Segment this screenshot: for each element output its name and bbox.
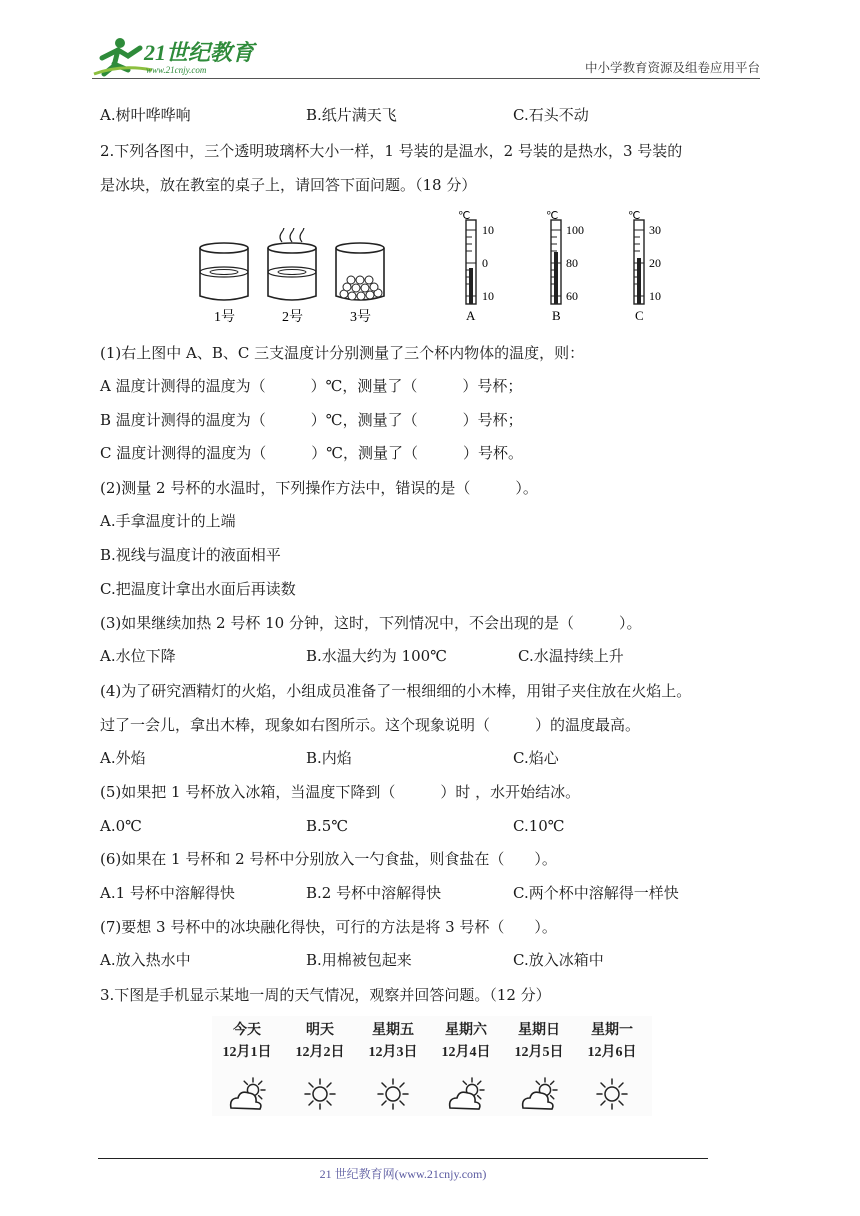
q2-sub3-option-a: A.水位下降 — [100, 647, 176, 665]
svg-text:30: 30 — [649, 223, 661, 237]
q2-sub5-option-a: A.0℃ — [100, 817, 142, 835]
q2-sub1-a: A 温度计测得的温度为（ ）℃，测量了（ ）号杯； — [100, 377, 523, 395]
q2-sub1-b: B 温度计测得的温度为（ ）℃，测量了（ ）号杯； — [100, 411, 523, 429]
partly-cloudy-icon — [450, 1078, 484, 1109]
sun-icon — [597, 1079, 627, 1109]
weather-date-2: 12月2日 — [295, 1045, 345, 1060]
svg-text:℃: ℃ — [546, 210, 559, 222]
weather-date-5: 12月5日 — [514, 1045, 564, 1060]
svg-text:100: 100 — [566, 223, 584, 237]
thermometer-b-label: B — [552, 308, 561, 323]
svg-text:10: 10 — [482, 223, 494, 237]
thermometer-c — [628, 210, 661, 323]
q2-sub4-option-a: A.外焰 — [100, 749, 146, 767]
weather-day-4: 星期六 — [445, 1023, 487, 1038]
q2-stem-line2: 是冰块，放在教室的桌子上，请回答下面问题。（18 分） — [100, 176, 477, 194]
cup-1-label: 1号 — [214, 310, 235, 325]
svg-text:10: 10 — [482, 289, 494, 303]
weather-day-1: 今天 — [233, 1023, 261, 1038]
q2-sub3: (3)如果继续加热 2 号杯 10 分钟，这时，下列情况中，不会出现的是（ ）。 — [100, 614, 642, 632]
weather-date-3: 12月3日 — [368, 1045, 418, 1060]
sun-icon — [305, 1079, 335, 1109]
q2-sub6-option-b: B.2 号杯中溶解得快 — [306, 884, 442, 902]
q2-sub5-option-c: C.10℃ — [513, 817, 565, 835]
q2-sub2-option-b: B.视线与温度计的液面相平 — [100, 546, 281, 564]
thermometer-a — [458, 210, 494, 323]
cups-figure — [190, 228, 395, 328]
q2-sub6-option-a: A.1 号杯中溶解得快 — [100, 884, 235, 902]
weather-date-6: 12月6日 — [587, 1045, 637, 1060]
thermometer-b — [546, 210, 584, 323]
weather-day-5: 星期日 — [518, 1023, 560, 1038]
q1-option-c: C.石头不动 — [513, 106, 589, 124]
thermometer-a-label: A — [466, 308, 476, 323]
weather-date-1: 12月1日 — [222, 1045, 272, 1060]
thermometer-c-label: C — [635, 308, 644, 323]
q2-sub3-option-b: B.水温大约为 100℃ — [306, 647, 447, 665]
cup-3-label: 3号 — [350, 310, 371, 325]
weather-day-3: 星期五 — [372, 1023, 414, 1038]
partly-cloudy-icon — [231, 1078, 265, 1109]
q2-sub4-option-c: C.焰心 — [513, 749, 559, 767]
q2-sub4-line1: (4)为了研究酒精灯的火焰，小组成员准备了一根细细的小木棒，用钳子夹住放在火焰上。 — [100, 682, 692, 700]
logo-text: 21世纪教育 — [144, 40, 255, 65]
q2-stem-line1: 2.下列各图中，三个透明玻璃杯大小一样，1 号装的是温水，2 号装的是热水，3 号装的 — [100, 142, 683, 160]
footer-divider — [98, 1158, 708, 1159]
q3-stem: 3.下图是手机显示某地一周的天气情况，观察并回答问题。（12 分） — [100, 986, 551, 1004]
svg-text:0: 0 — [482, 256, 488, 270]
q2-sub7-option-c: C.放入冰箱中 — [513, 951, 604, 969]
runner-logo-icon — [92, 34, 262, 78]
header-divider — [92, 78, 760, 79]
cup-1-warm-water — [200, 243, 248, 300]
q2-sub7-option-a: A.放入热水中 — [100, 951, 191, 969]
cup-2-hot-water — [268, 228, 316, 300]
q2-sub1-c: C 温度计测得的温度为（ ）℃，测量了（ ）号杯。 — [100, 444, 524, 462]
cup-3-ice — [336, 243, 384, 300]
svg-text:60: 60 — [566, 289, 578, 303]
partly-cloudy-icon — [523, 1078, 557, 1109]
svg-text:℃: ℃ — [458, 210, 471, 222]
footer-text: 21 世纪教育网(www.21cnjy.com) — [319, 1167, 487, 1181]
q2-sub6-option-c: C.两个杯中溶解得一样快 — [513, 884, 679, 902]
q2-sub2-option-c: C.把温度计拿出水面后再读数 — [100, 580, 296, 598]
svg-text:80: 80 — [566, 256, 578, 270]
q2-sub7: (7)要想 3 号杯中的冰块融化得快，可行的方法是将 3 号杯（ ）。 — [100, 918, 557, 936]
q2-sub6: (6)如果在 1 号杯和 2 号杯中分别放入一勺食盐，则食盐在（ ）。 — [100, 850, 557, 868]
weather-forecast — [212, 1016, 652, 1116]
q1-option-b: B.纸片满天飞 — [306, 106, 397, 124]
q2-sub2: (2)测量 2 号杯的水温时，下列操作方法中，错误的是（ ）。 — [100, 479, 538, 497]
q2-sub1: (1)右上图中 A、B、C 三支温度计分别测量了三个杯内物体的温度，则： — [100, 344, 585, 362]
sun-icon — [378, 1079, 408, 1109]
site-logo — [92, 34, 262, 78]
weather-day-6: 星期一 — [591, 1023, 633, 1038]
thermometers-figure — [458, 208, 678, 324]
platform-name: 中小学教育资源及组卷应用平台 — [584, 60, 760, 75]
q2-sub5: (5)如果把 1 号杯放入冰箱，当温度下降到（ ）时 ，水开始结冰。 — [100, 783, 581, 801]
q2-sub2-option-a: A.手拿温度计的上端 — [100, 512, 236, 530]
q2-sub7-option-b: B.用棉被包起来 — [306, 951, 412, 969]
weather-date-4: 12月4日 — [441, 1045, 491, 1060]
svg-text:20: 20 — [649, 256, 661, 270]
q2-sub4-option-b: B.内焰 — [306, 749, 352, 767]
weather-day-2: 明天 — [306, 1023, 334, 1038]
logo-url: www.21cnjy.com — [146, 65, 207, 75]
q1-option-a: A.树叶哗哗响 — [100, 106, 191, 124]
cup-2-label: 2号 — [282, 310, 303, 325]
q2-sub3-option-c: C.水温持续上升 — [518, 647, 624, 665]
svg-text:℃: ℃ — [628, 210, 641, 222]
svg-text:10: 10 — [649, 289, 661, 303]
q2-sub4-line2: 过了一会儿，拿出木棒，现象如右图所示。这个现象说明（ ）的温度最高。 — [100, 716, 641, 734]
q2-sub5-option-b: B.5℃ — [306, 817, 349, 835]
